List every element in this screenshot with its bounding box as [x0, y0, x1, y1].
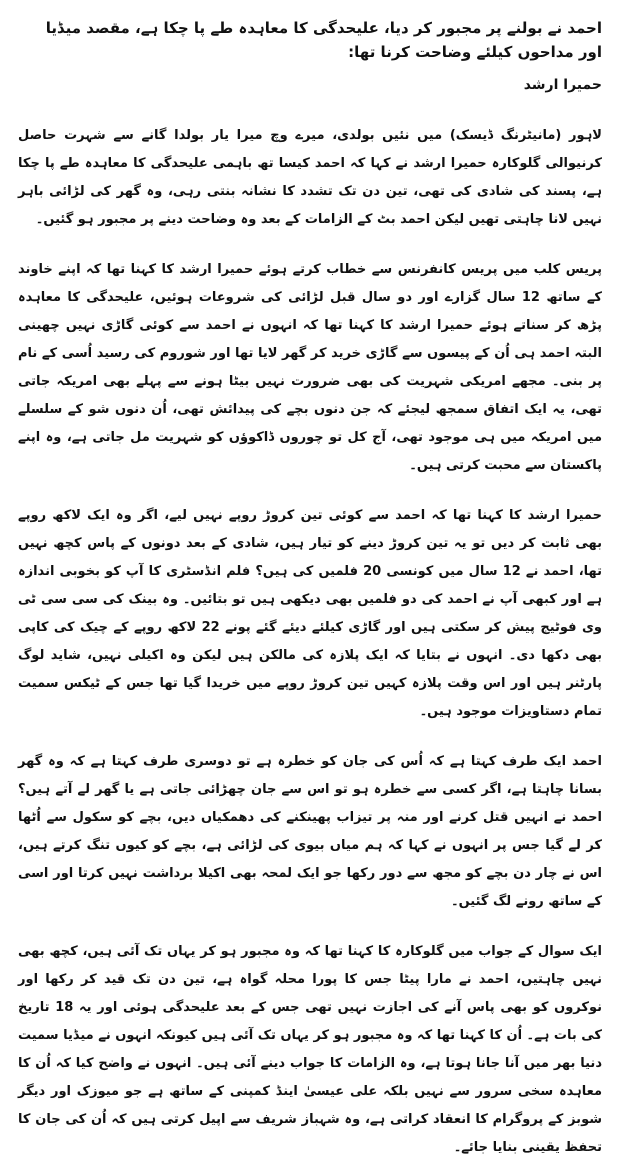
article-paragraph-2: پریس کلب میں پریس کانفرنس سے خطاب کرتے ہوئے حمیرا ارشد کا کہنا تھا کہ اپنے خاوند کے ساتھ 12 سال گزارے اور دو سال قبل لڑائی کی شروعات ہوئیں، علیحدگی کا معاہدہ پڑھ کر سناتے ہوئے حمیرا ارشد کا کہنا تھا کہ انہوں نے احمد سے کوئی گاڑی نہیں چھینی البتہ احمد ہی اُن کے پیسوں سے گاڑی خرید کر گھر لایا تھا اور شوروم کی رسید اُسی کے نام پر بنی۔ مجھے امریکی شہریت کی بھی ضرورت نہیں بیٹا ہونے سے پہلے بھی امریکہ جاتی تھی، یہ ایک اتفاق سمجھ لیجئے کہ جن دنوں بچے کی پیدائش تھی، اُن دنوں شو کے سلسلے میں امریکہ میں ہی موجود تھی، آج کل تو چوروں ڈاکوؤں کو شہریت مل جاتی ہے، وہ اپنے پاکستان سے محبت کرتی ہیں۔ — [18, 262, 602, 473]
article-paragraph-4: احمد ایک طرف کہتا ہے کہ اُس کی جان کو خطرہ ہے تو دوسری طرف کہتا ہے کہ وہ گھر بسانا چاہتا ہے، اگر کسی سے خطرہ ہو تو اس سے جان چھڑائی جاتی ہے یا گھر لے آتے ہیں؟ احمد نے انہیں قتل کرنے اور منہ پر تیزاب پھینکنے کی دھمکیاں دیں، بچے کو سکول سے اُٹھا کر لے گیا جس پر انہوں نے کہا کہ ہم میاں بیوی کی لڑائی ہے، بچے کو کیوں تنگ کرتے ہیں، اس نے چار دن بچے کو مجھ سے دور رکھا جو ایک لمحہ بھی اکیلا برداشت نہیں کرتا اور اسی کے ساتھ رونے لگ گئیں۔ — [18, 754, 602, 909]
article-headline: احمد نے بولنے پر مجبور کر دیا، علیحدگی کا معاہدہ طے پا چکا ہے، مقصد میڈیا اور مداحوں کیلئے وضاحت کرنا تھا: — [45, 19, 602, 61]
article-paragraph-3: حمیرا ارشد کا کہنا تھا کہ احمد سے کوئی تین کروڑ روپے نہیں لیے، اگر وہ ایک لاکھ روپے بھی ثابت کر دیں تو یہ تین کروڑ دینے کو تیار ہیں، شادی کے بعد دونوں کے پاس کچھ نہیں تھا، احمد نے 12 سال میں کونسی 20 فلمیں کی ہیں؟ فلم انڈسٹری کا آپ کو بخوبی اندازہ ہے اور کبھی آپ نے احمد کی دو فلمیں بھی دیکھی ہیں تو بتائیں۔ وہ بینک کی سی سی ٹی وی فوٹیج پیش کر سکتی ہیں اور گاڑی کیلئے دیئے گئے پونے 22 لاکھ روپے کے چیک کی کاپی بھی دکھا دی۔ انہوں نے بتایا کہ ایک پلازہ کی مالکن ہیں لیکن وہ اکیلی نہیں، شاید لوگ پارٹنر ہیں اور اس وقت پلازہ کہیں تین کروڑ روپے میں خریدا گیا تھا جس کے ٹیکس سمیت تمام دستاویزات موجود ہیں۔ — [18, 508, 603, 719]
article-paragraph-1: لاہور (مانیٹرنگ ڈیسک) میں نئیں بولدی، میرے وچ میرا یار بولدا گانے سے شہرت حاصل کرنیوالی گلوکارہ حمیرا ارشد نے کہا کہ احمد کیسا تھ باہمی علیحدگی کا معاہدہ طے پا چکا ہے، پسند کی شادی کی تھی، تین دن تک تشدد کا نشانہ بنتی رہی، وہ گھر کی لڑائی باہر نہیں لانا چاہتی تھیں لیکن احمد بٹ کے الزامات کے بعد وہ وضاحت دینے پر مجبور ہو گئیں۔ — [18, 128, 602, 227]
article-paragraph-5: ایک سوال کے جواب میں گلوکارہ کا کہنا تھا کہ وہ مجبور ہو کر یہاں تک آئی ہیں، کچھ بھی نہیں چاہتیں، احمد نے مارا پیٹا جس کا پورا محلہ گواہ ہے، تین دن تک قید کر رکھا اور نوکروں کو بھی پاس آنے کی اجازت نہیں تھی جس کے بعد علیحدگی ہوئی اور یہ 18 تاریخ کی بات ہے۔ اُن کا کہنا تھا کہ وہ مجبور ہو کر یہاں تک آئی ہیں کیونکہ انہوں نے میڈیا سمیت دنیا بھر میں آنا جانا ہوتا ہے، وہ الزامات کا جواب دینے آئی ہیں۔ انہوں نے واضح کیا کہ اُن کا معاہدہ سخی سرور سے نہیں بلکہ علی عیسیٰ اینڈ کمپنی کے ساتھ ہے جو میوزک اور دیگر شوبز کے پروگرام کا انعقاد کراتی ہے، وہ شہباز شریف سے اپیل کرتی ہیں کہ اُن کی جان کا تحفظ یقینی بنایا جائے۔ — [17, 944, 602, 1155]
article-byline: حمیرا ارشد — [523, 77, 602, 93]
